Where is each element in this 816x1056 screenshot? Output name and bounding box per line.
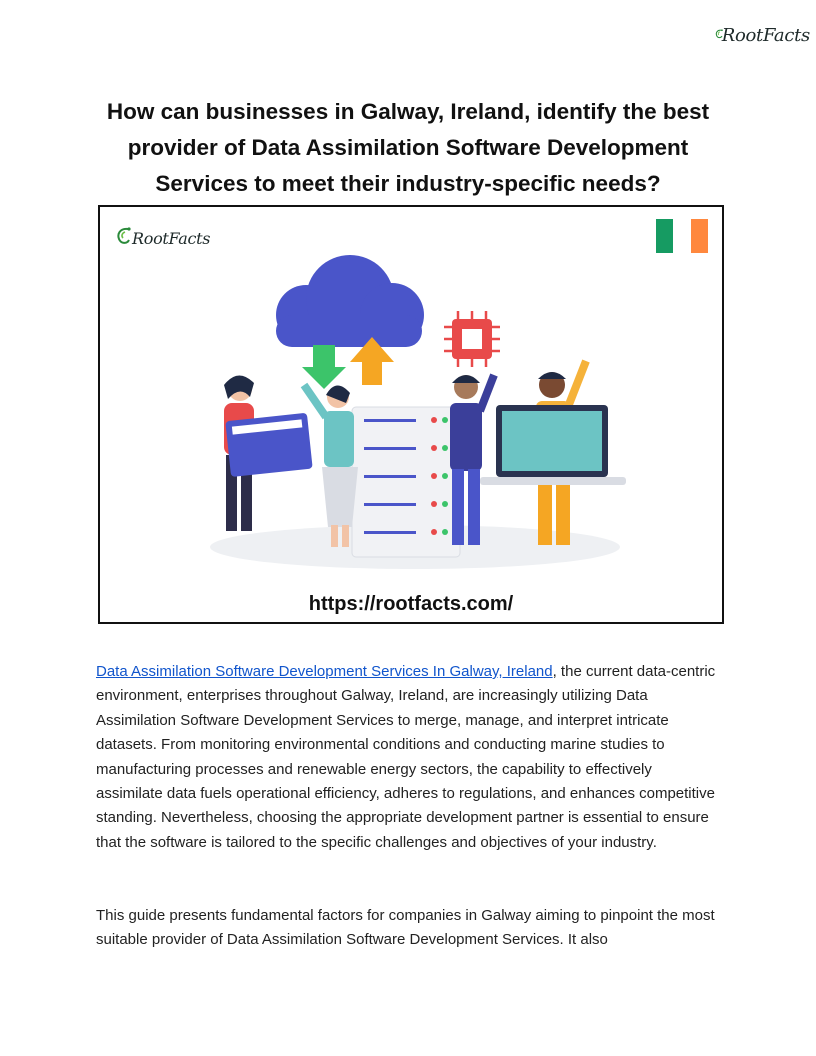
intro-paragraph	[96, 660, 720, 855]
person-with-folder	[224, 375, 313, 531]
person-holding-chip	[450, 375, 494, 545]
page-title: How can businesses in Galway, Ireland, identify the best provider of Data Assimilation Software Development Services to meet their industry-specific needs?	[106, 99, 710, 196]
hero-image	[98, 205, 724, 624]
intro-paragraph-text: , the current data-centric environment, enterprises throughout Galway, Ireland, are increasingly utilizing Data Assimilation Software Development Services to merge, manage, and interpret intricate datasets. From monitoring environmental conditions and conducting marine studies to manufacturing processes and renewable energy sectors, the capability to effectively assimilate data fuels operational efficiency, adheres to regulations, and enhances competitive standing. Nevertheless, choosing the appropriate development partner is essential to ensure that the software is tailored to the specific challenges and objectives of your industry.	[96, 663, 716, 851]
guide-paragraph: This guide presents fundamental factors for companies in Galway aiming to pinpoint the most suitable provider of Data Assimilation Software Development Services. It also	[96, 907, 715, 949]
server-rack-icon	[352, 407, 460, 557]
microchip-icon	[444, 311, 500, 367]
header-logo	[714, 18, 810, 52]
brand-name: RootFacts	[721, 24, 810, 46]
cloud-icon	[276, 255, 424, 347]
hero-url: https://rootfacts.com/	[308, 593, 514, 615]
service-link[interactable]: Data Assimilation Software Development Services In Galway, Ireland	[96, 663, 553, 680]
download-arrow-icon	[302, 345, 346, 389]
hero-brand-name: RootFacts	[132, 228, 211, 248]
person-with-monitor	[480, 361, 626, 545]
data-team-illustration	[100, 207, 724, 624]
